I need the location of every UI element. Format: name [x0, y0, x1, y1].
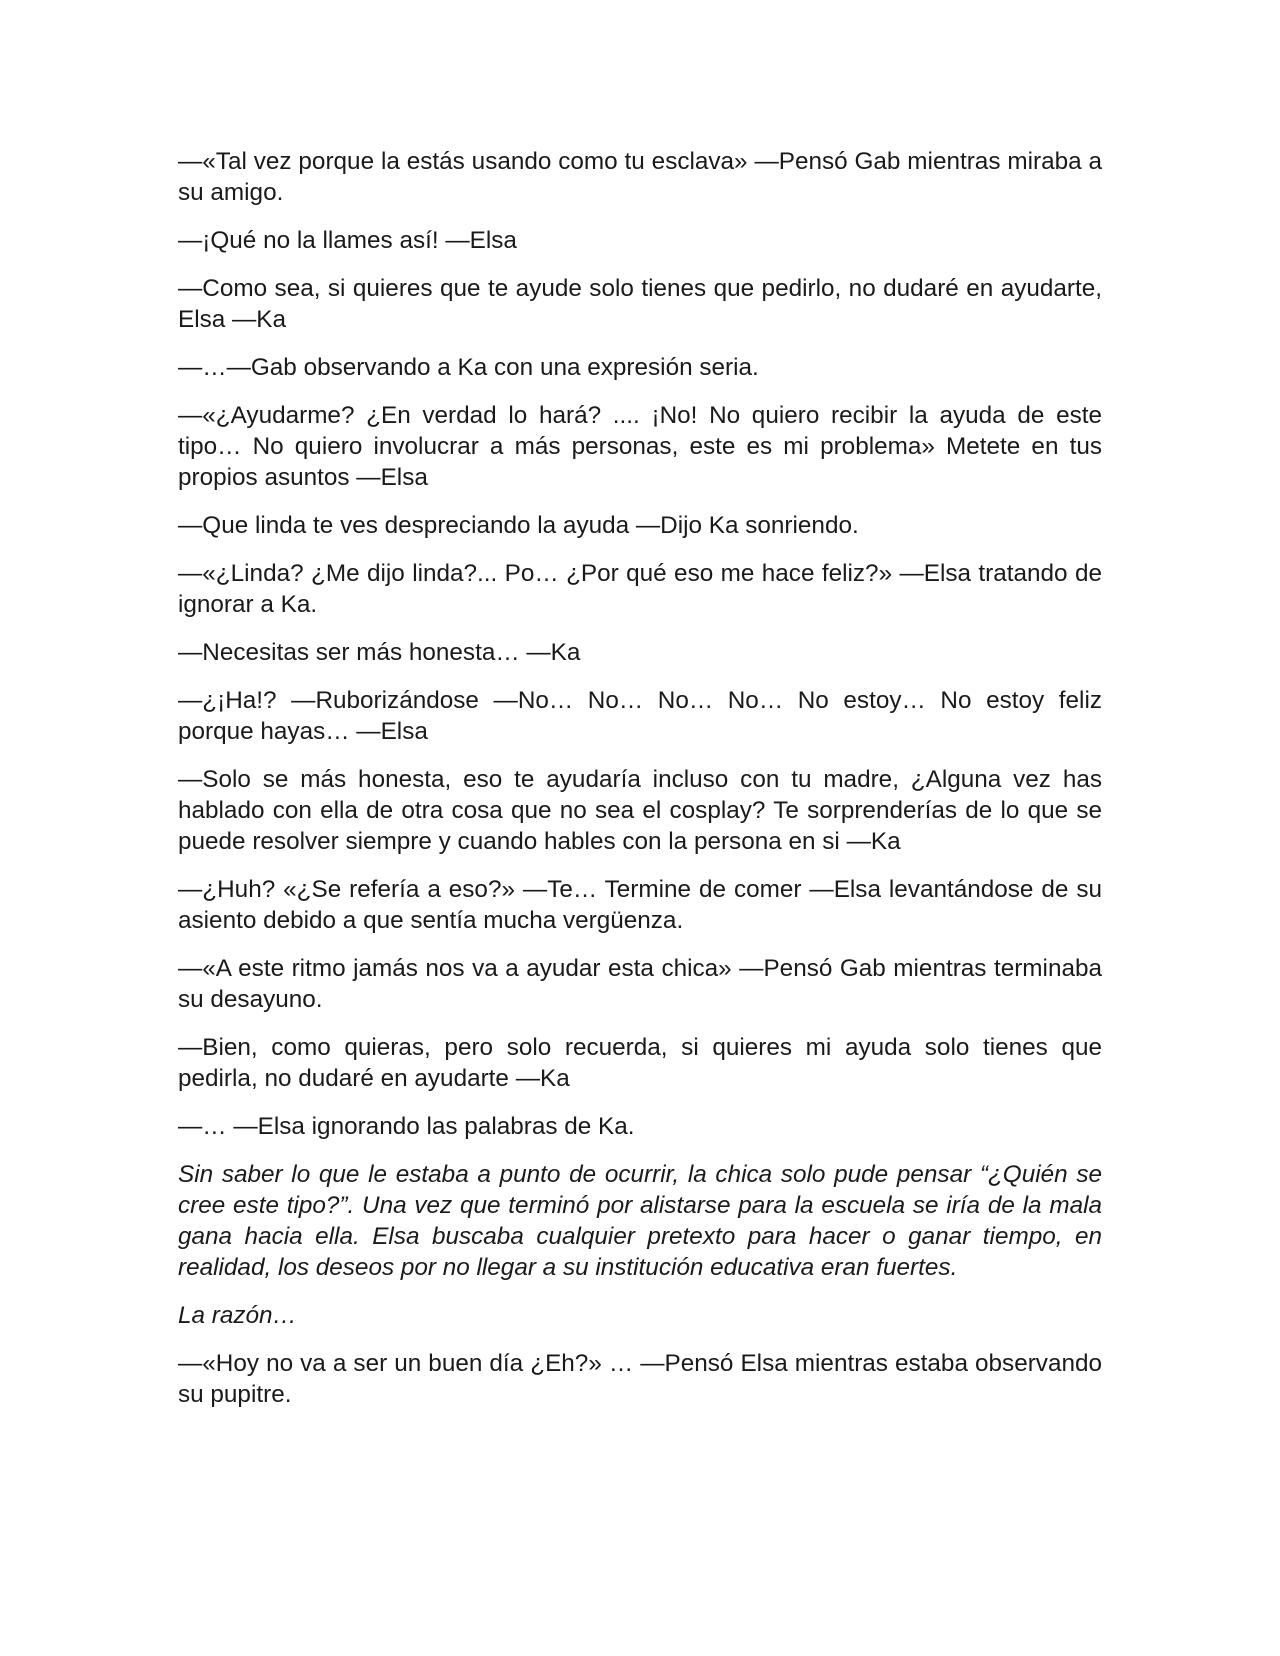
narration-paragraph: La razón… — [178, 1302, 297, 1329]
paragraph: —¡Qué no la llames así! —Elsa — [178, 227, 517, 254]
paragraph: —…—Gab observando a Ka con una expresión seria. — [178, 354, 759, 381]
body-text — [178, 146, 1102, 1427]
paragraph: —Bien, como quieras, pero solo recuerda, si quieres mi ayuda solo tienes que pedirla, no dudaré en ayudarte —Ka — [178, 1034, 1102, 1092]
paragraph: —«¿Linda? ¿Me dijo linda?... Po… ¿Por qué eso me hace feliz?» —Elsa tratando de ignorar a Ka. — [178, 560, 1102, 618]
paragraph: —Que linda te ves despreciando la ayuda —Dijo Ka sonriendo. — [178, 512, 859, 539]
narration-paragraph: Sin saber lo que le estaba a punto de ocurrir, la chica solo pude pensar “¿Quién se cree este tipo?”. Una vez que terminó por alistarse para la escuela se iría de la mala gana hacia ella. Elsa buscaba cualquier pretexto para hacer o ganar tiempo, en realidad, los deseos por no llegar a su institución educativa eran fuertes. — [178, 1161, 1102, 1281]
paragraph: —Necesitas ser más honesta… —Ka — [178, 639, 581, 666]
paragraph: —… —Elsa ignorando las palabras de Ka. — [178, 1113, 635, 1140]
paragraph: —¿Huh? «¿Se refería a eso?» —Te… Termine de comer —Elsa levantándose de su asiento debido a que sentía mucha vergüenza. — [178, 876, 1102, 934]
paragraph: —«A este ritmo jamás nos va a ayudar esta chica» —Pensó Gab mientras terminaba su desayuno. — [178, 955, 1102, 1013]
paragraph: —«¿Ayudarme? ¿En verdad lo hará? .... ¡No! No quiero recibir la ayuda de este tipo… No quiero involucrar a más personas, este es mi problema» Metete en tus propios asuntos —Elsa — [178, 402, 1102, 491]
paragraph: —Como sea, si quieres que te ayude solo tienes que pedirlo, no dudaré en ayudarte, Elsa —Ka — [178, 275, 1102, 333]
paragraph: —Solo se más honesta, eso te ayudaría incluso con tu madre, ¿Alguna vez has hablado con ella de otra cosa que no sea el cosplay? Te sorprenderías de lo que se puede resolver siempre y cuando hables con la persona en si —Ka — [178, 766, 1102, 855]
paragraph: —«Hoy no va a ser un buen día ¿Eh?» … —Pensó Elsa mientras estaba observando su pupitre. — [178, 1350, 1102, 1408]
paragraph: —¿¡Ha!? —Ruborizándose —No… No… No… No… No estoy… No estoy feliz porque hayas… —Elsa — [178, 687, 1102, 745]
paragraph: —«Tal vez porque la estás usando como tu esclava» —Pensó Gab mientras miraba a su amigo. — [178, 148, 1102, 206]
